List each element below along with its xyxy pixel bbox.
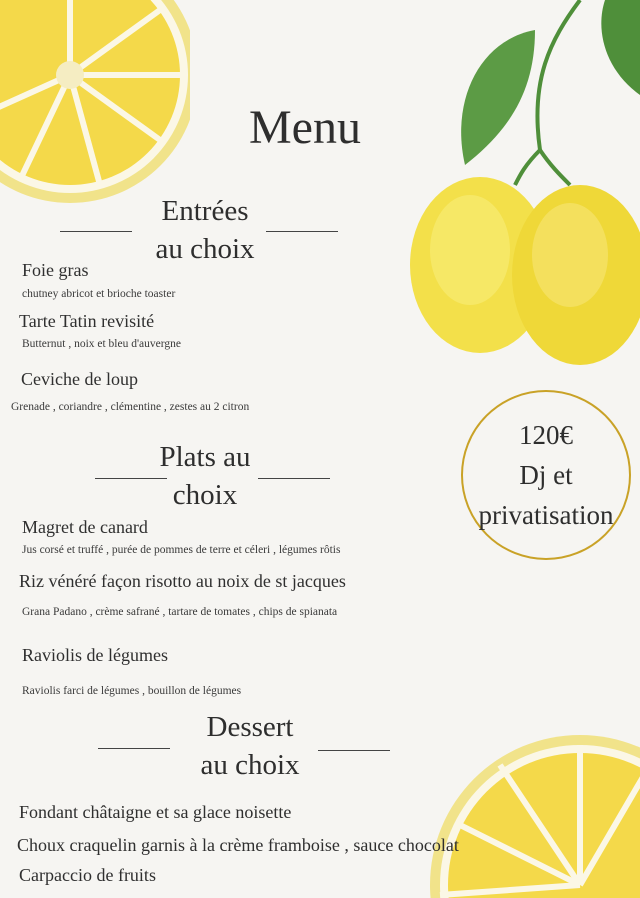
dessert-heading-line1: Dessert [206, 711, 294, 743]
dessert-heading [170, 708, 330, 784]
entrees-heading-line2: au choix [155, 233, 255, 265]
entree-name: Foie gras [22, 260, 89, 280]
offer-line-dj: Dj et [519, 460, 573, 490]
plats-heading-line2: choix [172, 479, 238, 511]
plat-desc: Raviolis farci de légumes , bouillon de légumes [22, 685, 242, 697]
menu-title: Menu [249, 101, 361, 154]
offer-line-privatisation: privatisation [478, 500, 614, 530]
plats-heading-line1: Plats au [159, 441, 251, 473]
dessert-rule-left [98, 748, 170, 749]
entrees-heading-line1: Entrées [161, 195, 249, 227]
plat-name: Raviolis de légumes [22, 645, 168, 665]
entree-name: Ceviche de loup [21, 369, 138, 389]
plat-desc: Jus corsé et truffé , purée de pommes de terre et céleri , légumes rôtis [22, 544, 341, 556]
entree-name: Tarte Tatin revisité [19, 311, 155, 331]
dessert-heading-line2: au choix [200, 749, 300, 781]
entrees-heading [120, 192, 290, 268]
price-badge [461, 390, 631, 560]
dessert-name: Fondant châtaigne et sa glace noisette [19, 802, 292, 822]
entree-desc: chutney abricot et brioche toaster [22, 288, 176, 300]
dessert-name: Choux craquelin garnis à la crème framboise , sauce chocolat [17, 835, 459, 855]
plats-heading [130, 438, 280, 514]
price-value: 120€ [519, 420, 573, 450]
entree-desc: Grenade , coriandre , clémentine , zestes au 2 citron [11, 401, 250, 413]
plat-name: Riz vénéré façon risotto au noix de st jacques [19, 571, 346, 591]
entree-desc: Butternut , noix et bleu d'auvergne [22, 338, 181, 350]
plat-name: Magret de canard [22, 517, 148, 537]
lemon-slice-bottom-illustration [420, 735, 640, 898]
plat-desc: Grana Padano , crème safrané , tartare de tomates , chips de spianata [22, 606, 338, 618]
hanging-lemons-illustration [410, 0, 640, 370]
dessert-name: Carpaccio de fruits [19, 865, 156, 885]
